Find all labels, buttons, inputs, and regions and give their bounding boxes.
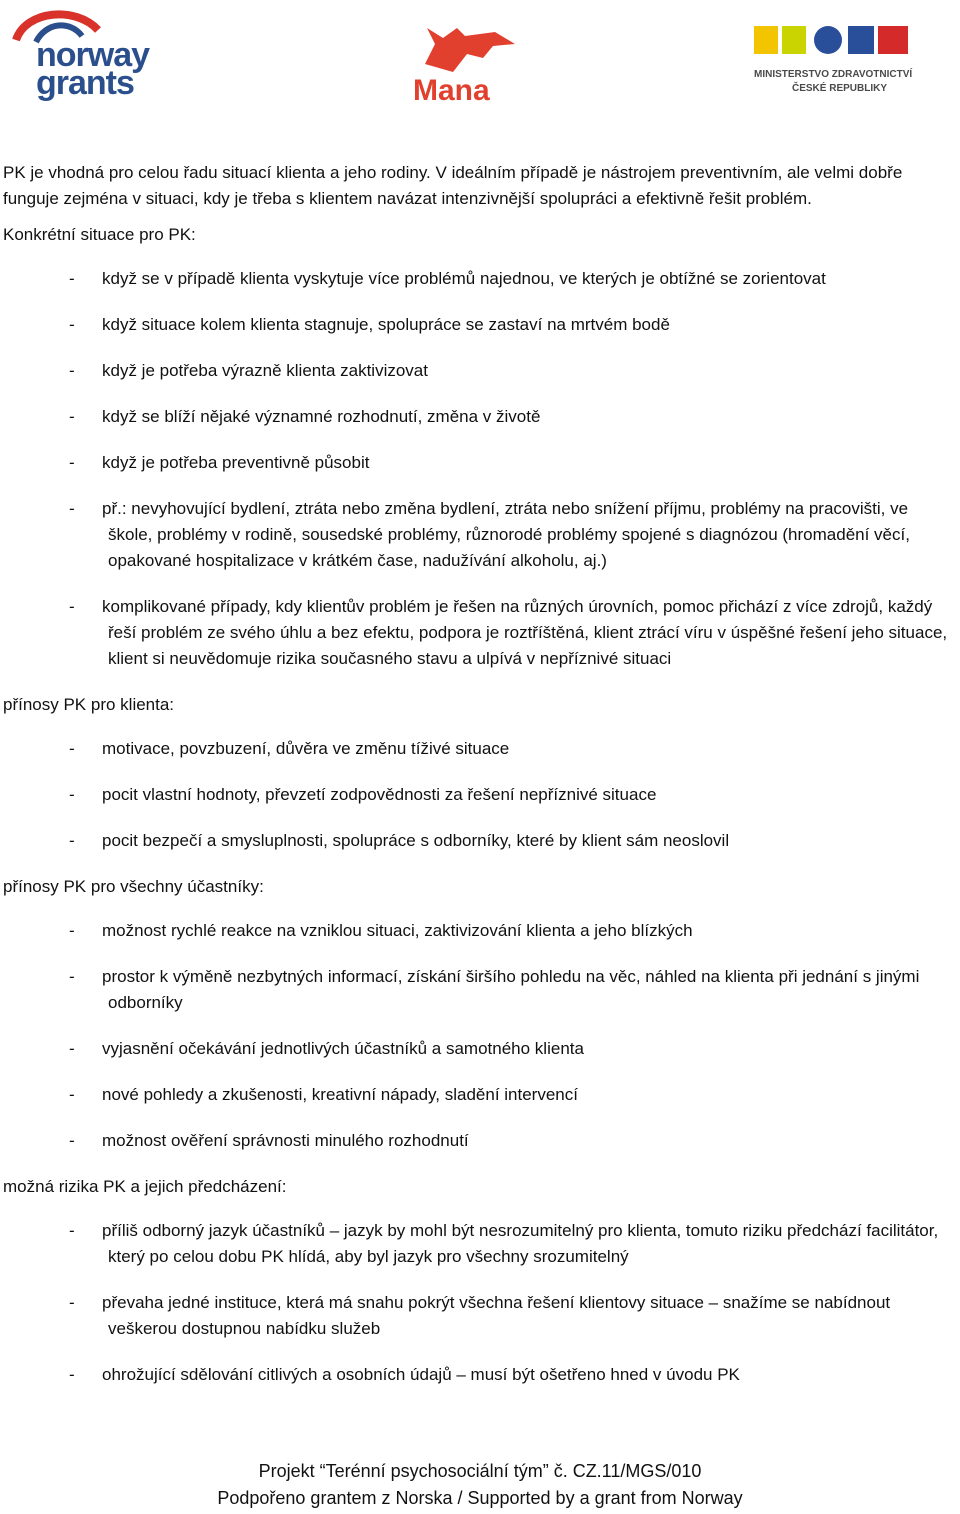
list-item-text: možnost rychlé reakce na vzniklou situaci, zaktivizování klienta a jeho blízkých bbox=[102, 921, 693, 940]
list-item-text: převaha jedné instituce, která má snahu pokrýt všechna řešení klientovy situace – snažíme se nabídnout veškerou dostupnou nabídku služeb bbox=[102, 1293, 891, 1338]
mana-logo-text: Mana bbox=[413, 74, 490, 107]
list-item-text: nové pohledy a zkušenosti, kreativní nápady, sladění intervencí bbox=[102, 1085, 578, 1104]
dash-bullet: - bbox=[69, 785, 75, 804]
dash-bullet: - bbox=[69, 597, 75, 616]
dash-bullet: - bbox=[69, 1085, 75, 1104]
norway-grants-logo bbox=[6, 4, 156, 104]
list-item bbox=[3, 736, 957, 762]
norway-grants-text-1: norway bbox=[36, 36, 150, 74]
list-item bbox=[3, 1362, 957, 1388]
ministry-of-health-logo bbox=[748, 18, 928, 100]
list-item bbox=[3, 266, 957, 292]
list-item-text: když se v případě klienta vyskytuje více problémů najednou, ve kterých je obtížné se zorientovat bbox=[102, 269, 826, 288]
ministry-emblem-icon bbox=[748, 18, 928, 66]
list-item-text: když se blíží nějaké významné rozhodnutí, změna v životě bbox=[102, 407, 541, 426]
list-item bbox=[3, 782, 957, 808]
list-item-text: motivace, povzbuzení, důvěra ve změnu tíživé situace bbox=[102, 739, 510, 758]
list-item bbox=[3, 450, 957, 476]
list-item bbox=[3, 1218, 957, 1270]
dash-bullet: - bbox=[69, 315, 75, 334]
section-situations bbox=[3, 222, 957, 672]
ministry-text-1: MINISTERSTVO ZDRAVOTNICTVÍ bbox=[754, 69, 913, 80]
dash-bullet: - bbox=[69, 1039, 75, 1058]
footer-grant-line: Podpořeno grantem z Norska / Supported by a grant from Norway bbox=[217, 1488, 743, 1508]
section-client-benefits bbox=[3, 692, 957, 854]
participant-benefits-list bbox=[3, 918, 957, 1154]
section-risks bbox=[3, 1174, 957, 1388]
dash-bullet: - bbox=[69, 1221, 75, 1240]
dash-bullet: - bbox=[69, 1293, 75, 1312]
list-item-text: pocit bezpečí a smysluplnosti, spolupráce s odborníky, které by klient sám neoslovil bbox=[102, 831, 730, 850]
list-item-text: když situace kolem klienta stagnuje, spolupráce se zastaví na mrtvém bodě bbox=[102, 315, 670, 334]
section-heading: možná rizika PK a jejich předcházení: bbox=[3, 1177, 287, 1196]
list-item-text: když je potřeba preventivně působit bbox=[102, 453, 370, 472]
dash-bullet: - bbox=[69, 269, 75, 288]
list-item-text: příliš odborný jazyk účastníků – jazyk by mohl být nesrozumitelný pro klienta, tomuto riziku předchází facilitátor, který po celou dobu PK hlídá, aby byl jazyk pro všechny srozumitelný bbox=[102, 1221, 939, 1266]
list-item bbox=[3, 1128, 957, 1154]
list-item bbox=[3, 594, 957, 672]
list-item bbox=[3, 1036, 957, 1062]
list-item-text: př.: nevyhovující bydlení, ztráta nebo změna bydlení, ztráta nebo snížení příjmu, problémy na pracovišti, ve škole, problémy v rodině, sousedské problémy, různorodé problémy spojené s diagnózou (hromadění věcí, opakované hospitalizace v krátkém čase, nadužívání alkoholu, aj.) bbox=[102, 499, 910, 570]
dash-bullet: - bbox=[69, 739, 75, 758]
dash-bullet: - bbox=[69, 1365, 75, 1384]
list-item-text: vyjasnění očekávání jednotlivých účastníků a samotného klienta bbox=[102, 1039, 584, 1058]
page-header bbox=[0, 0, 960, 110]
list-item-text: komplikované případy, kdy klientův problém je řešen na různých úrovních, pomoc přichází z více zdrojů, každý řeší problém ze svého úhlu a bez efektu, podpora je roztříštěná, klient ztrácí víru v úspěšné řešení jeho situace, klient si neuvědomuje rizika současného stavu a ulpívá v nepříznivé situaci bbox=[102, 597, 948, 668]
dash-bullet: - bbox=[69, 1131, 75, 1150]
mana-logo bbox=[405, 14, 525, 107]
section-heading: přínosy PK pro všechny účastníky: bbox=[3, 877, 264, 896]
document-body bbox=[3, 160, 957, 1408]
dash-bullet: - bbox=[69, 499, 75, 518]
ministry-text-2: ČESKÉ REPUBLIKY bbox=[792, 83, 888, 94]
list-item-text: ohrožující sdělování citlivých a osobních údajů – musí být ošetřeno hned v úvodu PK bbox=[102, 1365, 740, 1384]
list-item bbox=[3, 1290, 957, 1342]
dash-bullet: - bbox=[69, 407, 75, 426]
list-item bbox=[3, 918, 957, 944]
dash-bullet: - bbox=[69, 453, 75, 472]
list-item bbox=[3, 964, 957, 1016]
list-item bbox=[3, 496, 957, 574]
section-heading: Konkrétní situace pro PK: bbox=[3, 225, 196, 244]
list-item-text: pocit vlastní hodnoty, převzetí zodpovědnosti za řešení nepříznivé situace bbox=[102, 785, 657, 804]
list-item bbox=[3, 828, 957, 854]
fox-icon bbox=[405, 14, 525, 78]
dash-bullet: - bbox=[69, 831, 75, 850]
list-item-text: prostor k výměně nezbytných informací, získání širšího pohledu na věc, náhled na klienta při jednání s jinými odborníky bbox=[102, 967, 920, 1012]
list-item-text: možnost ověření správnosti minulého rozhodnutí bbox=[102, 1131, 469, 1150]
list-item bbox=[3, 1082, 957, 1108]
list-item bbox=[3, 358, 957, 384]
list-item bbox=[3, 404, 957, 430]
dash-bullet: - bbox=[69, 361, 75, 380]
risks-list bbox=[3, 1218, 957, 1388]
section-heading: přínosy PK pro klienta: bbox=[3, 695, 175, 714]
list-item bbox=[3, 312, 957, 338]
list-item-text: když je potřeba výrazně klienta zaktivizovat bbox=[102, 361, 428, 380]
client-benefits-list bbox=[3, 736, 957, 854]
section-participant-benefits bbox=[3, 874, 957, 1154]
dash-bullet: - bbox=[69, 921, 75, 940]
intro-paragraph: PK je vhodná pro celou řadu situací klienta a jeho rodiny. V ideálním případě je nástrojem preventivním, ale velmi dobře funguje zejména v situaci, kdy je třeba s klientem navázat intenzivnější spolupráci a efektivně řešit problém. bbox=[3, 163, 903, 208]
situations-list bbox=[3, 266, 957, 672]
footer-project-line: Projekt “Terénní psychosociální tým” č. CZ.11/MGS/010 bbox=[258, 1461, 702, 1481]
norway-grants-text-2: grants bbox=[36, 64, 134, 102]
dash-bullet: - bbox=[69, 967, 75, 986]
